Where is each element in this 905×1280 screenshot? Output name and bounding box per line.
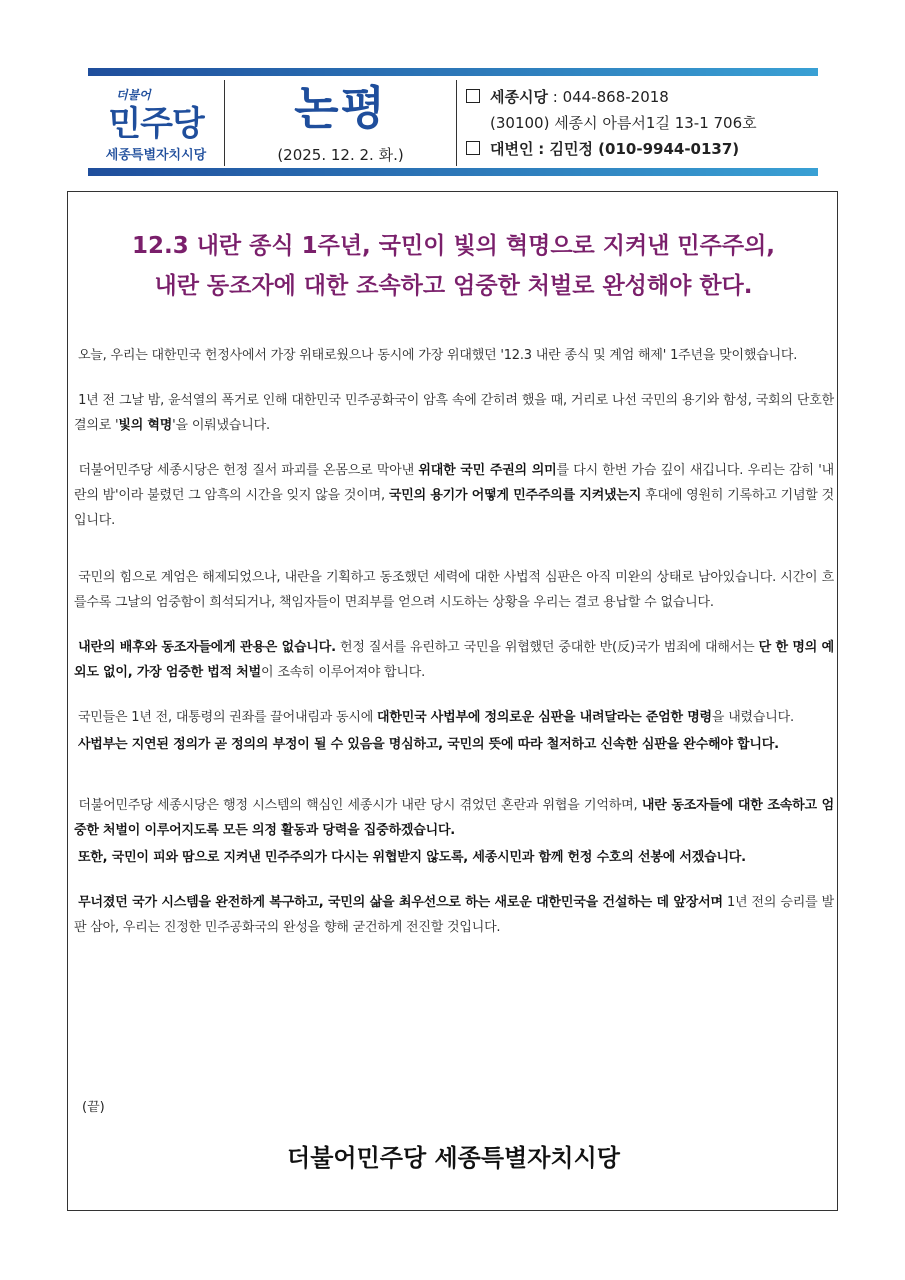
paragraph-2: [74, 388, 834, 438]
p7-text: 더불어민주당 세종시당은 행정 시스템의 핵심인 세종시가 내란 당시 겪었던 혼란과 위협을 기억하며,: [78, 798, 642, 813]
p6-text: 을 내렸습니다.: [711, 710, 794, 725]
statement-body: [74, 343, 834, 960]
p4-text: 국민의 힘으로 계엄은 해제되었으나, 내란을 기획하고 동조했던 세력에 대한 사법적 심판은 아직 미완의 상태로 남아있습니다. 시간이 흐를수록 그날의 엄중함이 희석되거나, 책임자들이 면죄부를 얻으려 시도하는 상황을 우리는 결코 용납할 수 없습니다.: [74, 570, 834, 610]
paragraph-6b: [74, 732, 834, 757]
p6-bold: 대한민국 사법부에 정의로운 심판을 내려달라는 준엄한 명령: [377, 710, 712, 725]
p2-text: 1년 전 그날 밤, 윤석열의 폭거로 인해 대한민국 민주공화국이 암흑 속에 갇히려 했을 때, 거리로 나선 국민의 용기와 함성, 국회의 단호한 결의로 ': [74, 393, 834, 433]
header-top-bar: [88, 68, 818, 76]
header-divider: [224, 80, 225, 166]
checkbox-square-icon: [466, 141, 480, 155]
spokesperson-row: [466, 136, 816, 162]
paragraph-5: [74, 635, 834, 685]
spokesperson-label: 대변인: [490, 140, 534, 158]
p7-bold: 또한, 국민이 피와 땀으로 지켜낸 민주주의가 다시는 위협받지 않도록, 세종시민과 함께 헌정 수호의 선봉에 서겠습니다.: [77, 850, 746, 865]
address-row: (30100) 세종시 아름서1길 13-1 706호: [490, 114, 757, 132]
office-row: [466, 84, 816, 110]
header-bottom-bar: [88, 168, 818, 176]
document-type-title: 논평: [294, 81, 387, 135]
p3-text: 후대에 영원히 기록하고 기념할 것입니다.: [74, 488, 834, 528]
document-date: (2025. 12. 2. 화.): [277, 146, 404, 164]
p8-text: 1년 전의 승리를 발판 삼아, 우리는 진정한 민주공화국의 완성을 향해 굳건하게 전진할 것입니다.: [74, 895, 834, 935]
p7-bold: 내란 동조자들에 대한 조속하고 엄중한 처벌이 이루어지도록 모든 의정 활동과 당력을 집중하겠습니다.: [74, 798, 834, 838]
p5-text: 이 조속히 이루어져야 합니다.: [261, 665, 426, 680]
p2-bold: 빛의 혁명: [118, 418, 173, 433]
headline: [68, 226, 839, 306]
p1-text: 오늘, 우리는 대한민국 헌정사에서 가장 위태로웠으나 동시에 가장 위대했던 '12.3 내란 종식 및 계엄 해제' 1주년을 맞이했습니다.: [77, 348, 798, 363]
p5-bold: 내란의 배후와 동조자들에게 관용은 없습니다.: [78, 640, 336, 655]
paragraph-1: [74, 343, 834, 368]
headline-line-1: 12.3 내란 종식 1주년, 국민이 빛의 혁명으로 지켜낸 민주주의,: [131, 233, 776, 259]
p3-text: 를 다시 한번 가슴 깊이 새깁니다. 우리는 감히 '내란의 밤'이라 불렸던 그 암흑의 시간을 잊지 않을 것이며,: [74, 463, 835, 503]
office-label: 세종시당: [490, 88, 548, 106]
p3-text: 더불어민주당 세종시당은 헌정 질서 파괴를 온몸으로 막아낸: [78, 463, 419, 478]
p3-bold: 국민의 용기가 어떻게 민주주의를 지켜냈는지: [388, 488, 642, 503]
p5-bold: 단 한 명의 예외도 없이, 가장 엄중한 법적 처벌: [74, 640, 835, 680]
p6-text: 국민들은 1년 전, 대통령의 권좌를 끌어내림과 동시에: [77, 710, 377, 725]
header-divider: [456, 80, 457, 166]
content-frame: [67, 191, 838, 1211]
p5-text: 헌정 질서를 유린하고 국민을 위협했던 중대한 반(反)국가 범죄에 대해서는: [335, 640, 759, 655]
party-logo: [88, 80, 224, 168]
headline-line-2: 내란 동조자에 대한 조속하고 엄중한 처벌로 완성해야 한다.: [154, 273, 753, 299]
p3-bold: 위대한 국민 주권의 의미: [418, 463, 557, 478]
paragraph-4: [74, 565, 834, 615]
signature: 더불어민주당 세종특별자치시당: [287, 1144, 620, 1172]
logo-main-text: 민주당: [108, 104, 204, 144]
title-block: [228, 82, 453, 165]
p2-text: '을 이뤄냈습니다.: [172, 418, 270, 433]
logo-small-text: 더불어: [116, 88, 151, 102]
p8-bold: 무너졌던 국가 시스템을 완전하게 복구하고, 국민의 삶을 최우선으로 하는 새로운 대한민국을 건설하는 데 앞장서며: [78, 895, 723, 910]
spokesperson-value: : 김민정 (010-9944-0137): [538, 140, 740, 158]
end-mark: (끝): [82, 1100, 105, 1115]
paragraph-6: [74, 705, 834, 730]
office-phone: : 044-868-2018: [552, 88, 669, 106]
paragraph-7: [74, 793, 834, 843]
logo-sub-text: 세종특별자치시당: [105, 148, 207, 163]
p6-bold: 사법부는 지연된 정의가 곧 정의의 부정이 될 수 있음을 명심하고, 국민의 뜻에 따라 철저하고 신속한 심판을 완수해야 합니다.: [77, 737, 779, 752]
paragraph-7b: [74, 845, 834, 870]
contact-info: [466, 84, 816, 162]
paragraph-3: [74, 458, 834, 533]
checkbox-square-icon: [466, 89, 480, 103]
paragraph-8: [74, 890, 834, 940]
press-header: [88, 68, 818, 176]
